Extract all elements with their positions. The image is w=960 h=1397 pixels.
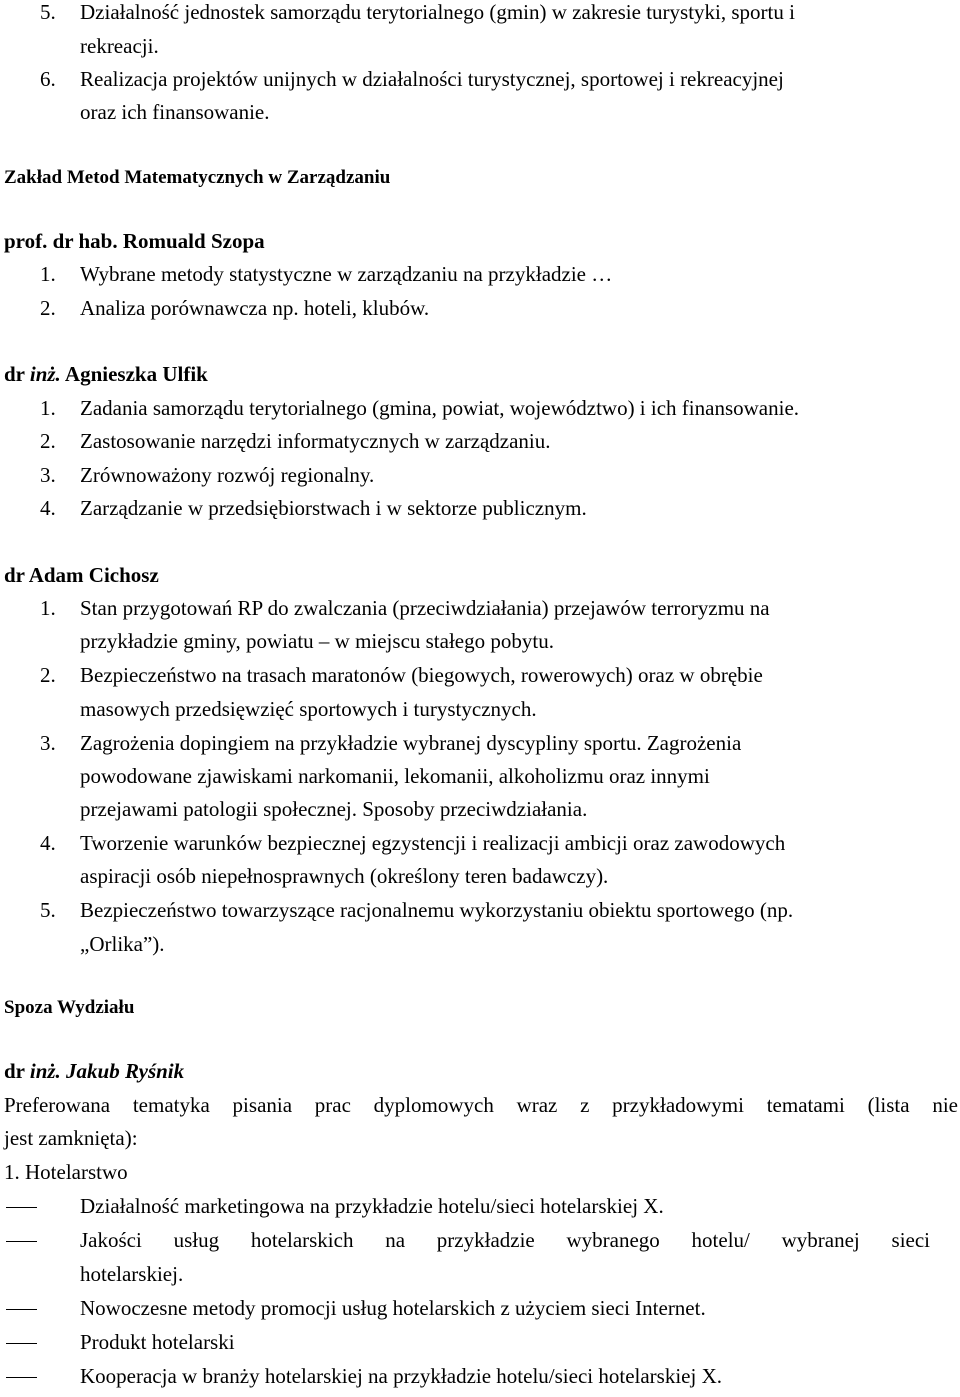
list-item-text: przejawami patologii społecznej. Sposoby przeciwdziałania. (80, 797, 588, 821)
list-number: 4. (40, 831, 56, 855)
list-item-text: Zastosowanie narzędzi informatycznych w zarządzaniu. (80, 429, 551, 453)
list-item-text: przykładzie gminy, powiatu – w miejscu stałego pobytu. (80, 629, 554, 653)
supervisor-name: prof. dr hab. Romuald Szopa (4, 229, 265, 253)
list-number: 6. (40, 67, 56, 91)
name-part: inż. Jakub Ryśnik (29, 1059, 185, 1083)
bullet-text: Kooperacja w branży hotelarskiej na przykładzie hotelu/sieci hotelarskiej X. (80, 1364, 722, 1388)
bullet-dash (6, 1309, 37, 1310)
name-part: dr (4, 1059, 30, 1083)
list-item-text: Wybrane metody statystyczne w zarządzaniu na przykładzie … (80, 262, 613, 286)
list-item-text: „Orlika”). (80, 932, 165, 956)
list-item-text: powodowane zjawiskami narkomanii, lekomanii, alkoholizmu oraz innymi (80, 764, 710, 788)
list-item-text: Zrównoważony rozwój regionalny. (80, 463, 375, 487)
list-number: 2. (40, 429, 56, 453)
bullet-text: Jakości usług hotelarskich na przykładzie wybranego hotelu/ wybranej sieci (80, 1228, 930, 1252)
list-item-text: Realizacja projektów unijnych w działalności turystycznej, sportowej i rekreacyjnej (80, 67, 784, 91)
list-item-text: Analiza porównawcza np. hoteli, klubów. (80, 296, 430, 320)
list-number: 5. (40, 0, 56, 24)
supervisor-name (4, 1061, 184, 1082)
list-number: 2. (40, 663, 56, 687)
bullet-dash (6, 1241, 37, 1242)
list-item-text: Bezpieczeństwo towarzyszące racjonalnemu wykorzystaniu obiektu sportowego (np. (80, 898, 794, 922)
bullet-dash (6, 1377, 37, 1378)
list-number: 1. (40, 262, 56, 286)
list-item-text: Bezpieczeństwo na trasach maratonów (biegowych, rowerowych) oraz w obrębie (80, 663, 763, 687)
list-item-text: oraz ich finansowanie. (80, 100, 270, 124)
list-item-text: Działalność jednostek samorządu terytorialnego (gmin) w zakresie turystyki, sportu i (80, 0, 795, 24)
list-item-text: Zagrożenia dopingiem na przykładzie wybranej dyscypliny sportu. Zagrożenia (80, 731, 742, 755)
bullet-dash (6, 1343, 37, 1344)
list-number: 5. (40, 898, 56, 922)
name-part: dr (4, 362, 30, 386)
list-number: 3. (40, 463, 56, 487)
list-item-text: aspiracji osób niepełnosprawnych (określony teren badawczy). (80, 864, 609, 888)
list-number: 3. (40, 731, 56, 755)
name-part: Agnieszka Ulfik (60, 362, 208, 386)
list-number: 4. (40, 496, 56, 520)
list-number: 2. (40, 296, 56, 320)
bullet-text: Nowoczesne metody promocji usług hotelarskich z użyciem sieci Internet. (80, 1296, 706, 1320)
bullet-text: Produkt hotelarski (80, 1330, 235, 1354)
list-item-text: rekreacji. (80, 34, 159, 58)
list-item-text: Zadania samorządu terytorialnego (gmina, powiat, województwo) i ich finansowanie. (80, 396, 800, 420)
supervisor-name (4, 364, 208, 385)
supervisor-name: dr Adam Cichosz (4, 563, 159, 587)
bullet-text: Działalność marketingowa na przykładzie hotelu/sieci hotelarskiej X. (80, 1194, 664, 1218)
section-heading: 1. Hotelarstwo (4, 1160, 128, 1184)
intro-text: Preferowana tematyka pisania prac dyplomowych wraz z przykładowymi tematami (lista nie (4, 1093, 958, 1117)
list-item-text: Tworzenie warunków bezpiecznej egzystencji i realizacji ambicji oraz zawodowych (80, 831, 786, 855)
list-item-text: masowych przedsięwzięć sportowych i turystycznych. (80, 697, 537, 721)
intro-text: jest zamknięta): (4, 1126, 138, 1150)
list-number: 1. (40, 596, 56, 620)
list-number: 1. (40, 396, 56, 420)
bullet-dash (6, 1207, 37, 1208)
bullet-text: hotelarskiej. (80, 1262, 184, 1286)
department-heading: Zakład Metod Matematycznych w Zarządzaniu (4, 167, 391, 188)
outside-heading: Spoza Wydziału (4, 997, 135, 1018)
list-item-text: Stan przygotowań RP do zwalczania (przeciwdziałania) przejawów terroryzmu na (80, 596, 770, 620)
name-part: inż. (29, 362, 61, 386)
list-item-text: Zarządzanie w przedsiębiorstwach i w sektorze publicznym. (80, 496, 587, 520)
